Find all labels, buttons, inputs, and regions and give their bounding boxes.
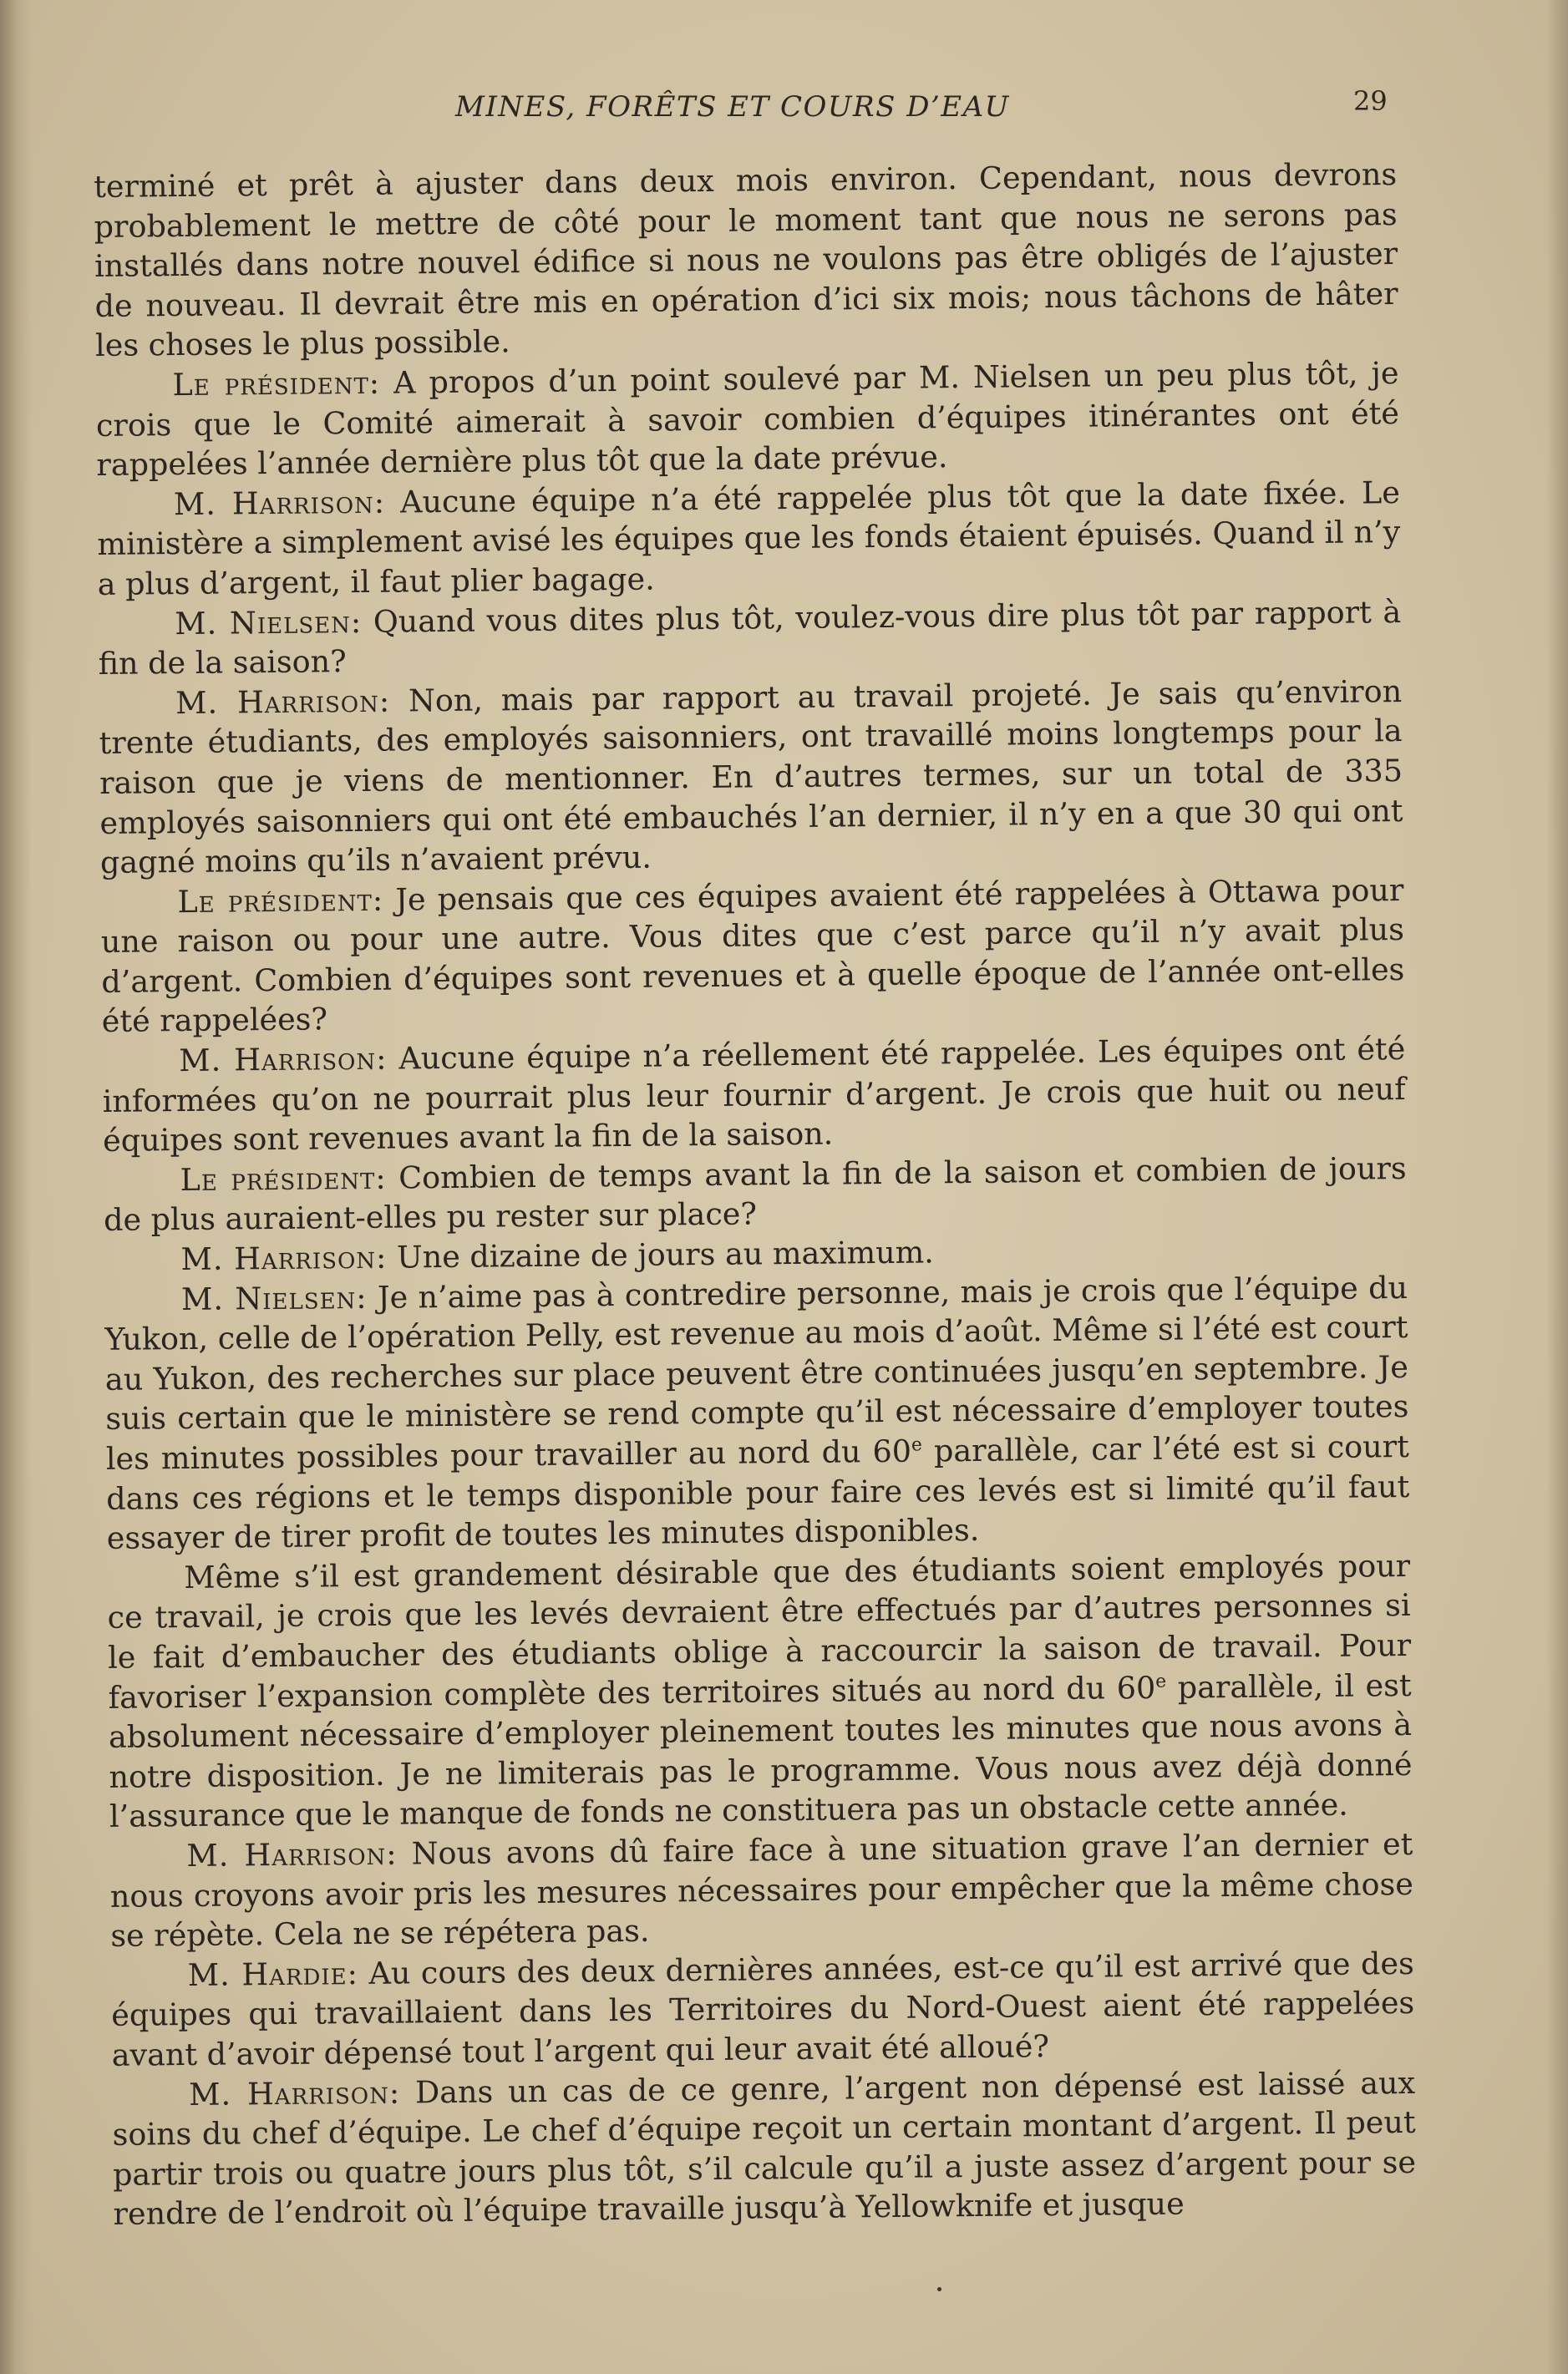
superscript-ordinal: e: [911, 1434, 923, 1456]
paragraph: [104, 1268, 1410, 1559]
speaker-name: Le président:: [172, 364, 381, 403]
paragraph-text: Aucune équipe n’a réellement été rappelée. Les équipes ont été informées qu’on ne pourrait plus leur fournir d’argent. Je crois que huit ou neuf équipes sont revenues avant la fin de la saison.: [102, 1031, 1406, 1159]
paragraph: [97, 473, 1401, 605]
paragraph: [95, 353, 1399, 485]
speaker-name: Le président:: [180, 1159, 387, 1198]
paragraph: [111, 1944, 1415, 2076]
paragraph: [107, 1546, 1413, 1837]
page-number: 29: [1353, 85, 1388, 117]
paragraph-text: Non, mais par rapport au travail projeté. Je sais qu’environ trente étudiants, des employés saisonniers, ont travaillé moins longtemps pour la raison que je viens de mentionner. En d’autres termes, sur un total de 335 employés saisonniers qui ont été embauchés l’an dernier, il n’y en a que 30 qui ont gagné moins qu’ils n’avaient prévu.: [99, 672, 1403, 881]
ink-speck: [937, 2287, 941, 2291]
paragraph-text: Nous avons dû faire face à une situation grave l’an dernier et nous croyons avoir pris les mesures nécessaires pour empêcher que la même chose se répète. Cela ne se répétera pas.: [109, 1825, 1414, 1955]
paragraph-text: Aucune équipe n’a été rappelée plus tôt que la date fixée. Le ministère a simplement avisé les équipes que les fonds étaient épuisés. Quand il n’y a plus d’argent, il faut plier bagage.: [97, 474, 1401, 602]
paragraph-text: parallèle, car l’été est si court dans ces régions et le temps disponible pour faire ces levés est si limité qu’il faut essayer de tirer profit de toutes les minutes disponibles.: [106, 1428, 1410, 1557]
paragraph: [99, 672, 1403, 883]
paragraph-text: Je n’aime pas à contredire personne, mais je crois que l’équipe du Yukon, celle de l’opération Pelly, est revenue au mois d’août. Même si l’été est court au Yukon, des recherches sur place peuvent être continuées jusqu’en septembre. Je suis certain que le ministère se rend compte qu’il est nécessaire d’employer toutes les minutes possibles pour travailler au nord du 60: [104, 1269, 1409, 1477]
paragraph-text: Même s’il est grandement désirable que des étudiants soient employés pour ce travail, je crois que les levés devraient être effectués par d’autres personnes si le fait d’embaucher des étudiants oblige à raccourcir la saison de travail. Pour favoriser l’expansion complète des territoires situés au nord du 60: [107, 1547, 1412, 1716]
paragraph-text: Quand vous dites plus tôt, voulez-vous dire plus tôt par rapport à fin de la saison?: [98, 593, 1402, 682]
paragraph: [94, 155, 1398, 366]
speaker-name: M. Harrison:: [188, 2074, 401, 2113]
speaker-name: M. Harrison:: [180, 1239, 388, 1278]
paragraph-text: Je pensais que ces équipes avaient été rappelées à Ottawa pour une raison ou pour une autre. Vous dites que c’est parce qu’il n’y avait plus d’argent. Combien d’équipes sont revenues et à quelle époque de l’année ont-elles été rappelées?: [100, 871, 1405, 1040]
page-header: [0, 84, 1568, 134]
paragraph-text: Au cours des deux dernières années, est-ce qu’il est arrivé que des équipes qui travaillaient dans les Territoires du Nord-Ouest aient été rappelées avant d’avoir dépensé tout l’argent qui leur avait été alloué?: [111, 1945, 1415, 2073]
paragraph: [109, 1824, 1413, 1956]
speaker-name: M. Harrison:: [173, 484, 386, 522]
superscript-ordinal: e: [1155, 1671, 1167, 1692]
paragraph-text: terminé et prêt à ajuster dans deux mois environ. Cependant, nous devrons probablement le mettre de côté pour le moment tant que nous ne serons pas installés dans notre nouvel édifice si nous ne voulons pas être obligés de l’ajuster de nouveau. Il devrait être mis en opération d’ici six mois; nous tâchons de hâter les choses le plus possible.: [94, 156, 1398, 364]
page-edge-shadow: [1546, 0, 1568, 2374]
paragraph: [103, 1149, 1407, 1240]
page-body: [94, 155, 1417, 2235]
paragraph: [100, 870, 1405, 1042]
speaker-name: Le président:: [177, 881, 384, 920]
running-head: MINES, FORÊTS ET COURS D’EAU: [455, 90, 1010, 124]
speaker-name: M. Nielsen:: [180, 1279, 368, 1317]
paragraph-text: parallèle, il est absolument nécessaire d’employer pleinement toutes les minutes que nous avons à notre disposition. Je ne limiterais pas le programme. Vous nous avez déjà donné l’assurance que le manque de fonds ne constituera pas un obstacle cette année.: [108, 1666, 1413, 1835]
paragraph-text: Dans un cas de ce genre, l’argent non dépensé est laissé aux soins du chef d’équipe. Le chef d’équipe reçoit un certain montant d’argent. Il peut partir trois ou quatre jours plus tôt, s’il calcule qu’il a juste assez d’argent pour se rendre de l’endroit où l’équipe travaille jusqu’à Yellowknife et jusque: [112, 2064, 1417, 2233]
paragraph-text: Une dizaine de jours au maximum.: [396, 1234, 935, 1276]
paragraph: [98, 592, 1402, 684]
paragraph: [112, 2062, 1417, 2234]
speaker-name: M. Hardie:: [187, 1955, 359, 1993]
paragraph-text: A propos d’un point soulevé par M. Nielsen un peu plus tôt, je crois que le Comité aimerait à savoir combien d’équipes itinérantes ont été rappelées l’année dernière plus tôt que la date prévue.: [95, 354, 1400, 484]
book-spine-shadow: [0, 0, 32, 2374]
paragraph: [102, 1029, 1406, 1161]
speaker-name: M. Harrison:: [179, 1040, 388, 1079]
speaker-name: M. Nielsen:: [175, 603, 363, 642]
speaker-name: M. Harrison:: [186, 1835, 398, 1874]
paragraph-text: Combien de temps avant la fin de la saison et combien de jours de plus auraient-elles pu rester sur place?: [103, 1149, 1407, 1239]
speaker-name: M. Harrison:: [175, 682, 391, 721]
